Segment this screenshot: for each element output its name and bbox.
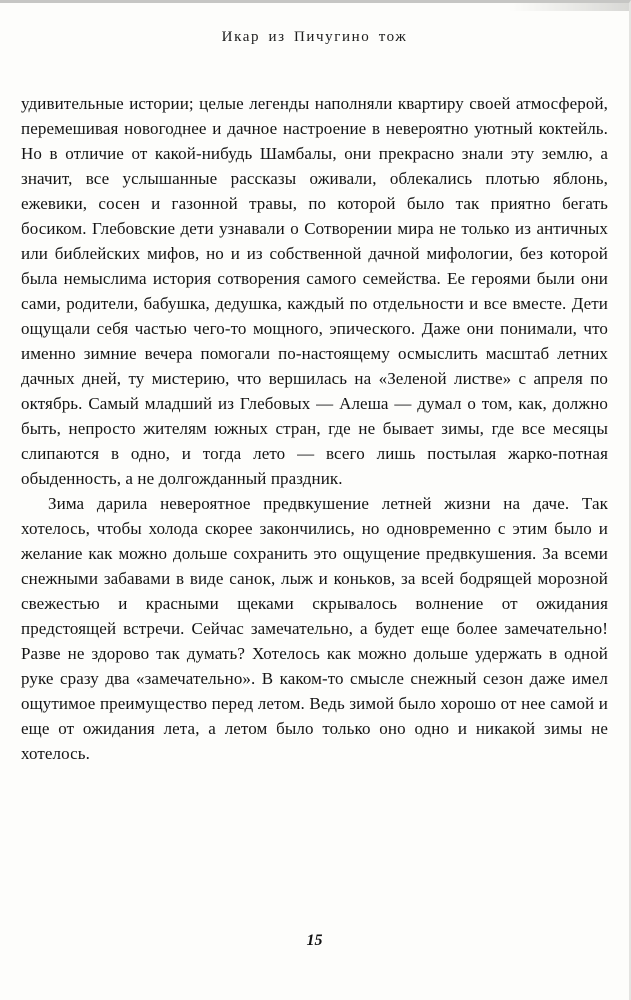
page-number: 15 xyxy=(306,932,323,949)
page-body xyxy=(21,91,608,766)
running-header: Икар из Пичугино тож xyxy=(221,29,408,45)
body-paragraph: Зима дарила невероятное предвкушение летней жизни на даче. Так хотелось, чтобы холода скорее закончились, но одновременно с этим было и желание как можно дольше сохранить это ощущение предвкушения. За всеми снежными забавами в виде санок, лыж и коньков, за всей бодрящей морозной свежестью и красными щеками скрывалось волнение от ожидания предстоящей встречи. Сейчас замечательно, а будет еще более замечательно! Разве не здорово так думать? Хотелось как можно дольше удержать в одной руке сразу два «замечательно». В каком-то смысле снежный сезон даже имел ощутимое преимущество перед летом. Ведь зимой было хорошо от нее самой и еще от ожидания лета, а летом было только оно одно и никакой зимы не хотелось. xyxy=(21,494,608,763)
body-paragraph: удивительные истории; целые легенды наполняли квартиру своей атмосферой, перемешивая новогоднее и дачное настроение в невероятно уютный коктейль. Но в отличие от какой-нибудь Шамбалы, они прекрасно знали эту землю, а значит, все услышанные рассказы оживали, облекались плотью яблонь, ежевики, сосен и газонной травы, по которой было так приятно бегать босиком. Глебовские дети узнавали о Сотворении мира не только из античных или библейских мифов, но и из собственной дачной мифологии, без которой была немыслима история сотворения самого семейства. Ее героями были они сами, родители, бабушка, дедушка, каждый по отдельности и все вместе. Дети ощущали себя частью чего-то мощного, эпического. Даже они понимали, что именно зимние вечера помогали по-настоящему осмыслить масштаб летних дачных дней, ту мистерию, что вершилась на «Зеленой листве» с апреля по октябрь. Самый младший из Глебовых — Алеша — думал о том, как, должно быть, непросто жителям южных стран, где не бывает зимы, где все месяцы слипаются в одно, и тогда лето — всего лишь постылая жарко-потная обыденность, а не долгожданный праздник. xyxy=(21,94,608,488)
